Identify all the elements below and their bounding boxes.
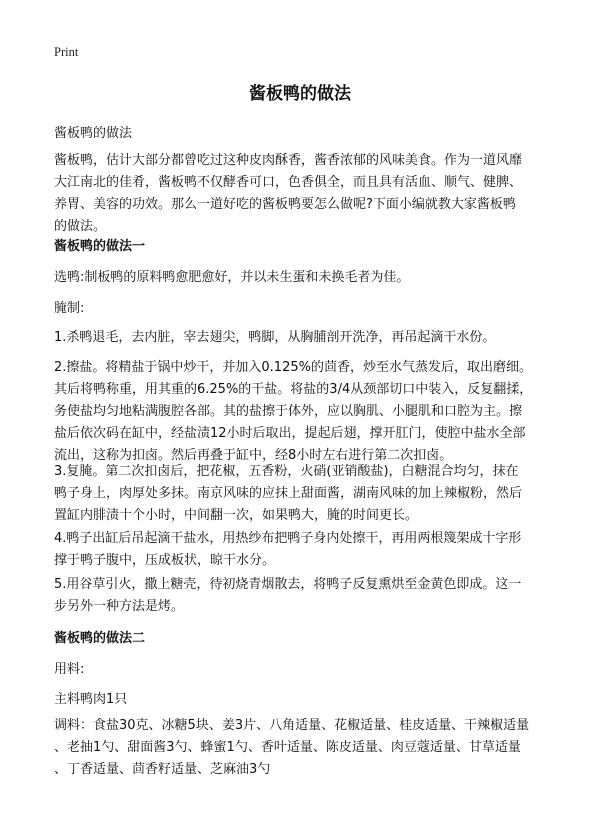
step-line: 其后将鸭称重，用其重的6.25%的干盐。将盐的3/4从颈部切口中装入，反复翻揉， — [54, 382, 533, 397]
step-2 — [54, 357, 554, 467]
section-heading-method-1: 酱板鸭的做法一 — [54, 239, 146, 254]
step-line: 1.杀鸭退毛，去内脏，宰去翅尖，鸭脚，从胸脯剖开洗净，再吊起滴干水份。 — [54, 330, 496, 345]
seasoning-paragraph — [54, 715, 554, 781]
step-line: 撑于鸭子腹中，压成板状，晾干水分。 — [54, 553, 276, 568]
step-line: 鸭子身上，肉厚处多抹。南京风味的应抹上甜面酱，湖南风味的加上辣椒粉，然后 — [54, 486, 523, 501]
step-line: 流出，这称为扣卤。然后再叠于缸中，经8小时左右进行第二次扣卤。 — [54, 448, 453, 463]
step-4 — [54, 528, 554, 572]
step-line: 盐后依次码在缸中，经盐渍12小时后取出，提起后翅，撑开肛门，使腔中盐水全部 — [54, 426, 526, 441]
step-line: 步另外一种方法是烤。 — [54, 599, 185, 614]
step-line: 置缸内腓渍十个小时，中间翻一次，如果鸭大，腌的时间更长。 — [54, 508, 419, 523]
print-link[interactable]: Print — [54, 45, 79, 59]
select-duck-text: 选鸭:制板鸭的原料鸭愈肥愈好，并以未生蛋和未换毛者为佳。 — [54, 270, 410, 285]
intro-line: 大江南北的佳肴，酱板鸭不仅酵香可口，色香俱全，而且具有活血、顺气、健脾、 — [54, 175, 523, 190]
intro-line: 养胃、美容的功效。那么一道好吃的酱板鸭要怎么做呢?下面小编就教大家酱板鸭 — [54, 197, 516, 212]
section-heading-method-2: 酱板鸭的做法二 — [54, 631, 146, 646]
page-title: 酱板鸭的做法 — [249, 84, 351, 104]
step-5 — [54, 574, 554, 618]
seasoning-line: 调料：食盐30克、冰糖5块、姜3片、八角适量、花椒适量、桂皮适量、干辣椒适量 — [54, 718, 530, 733]
step-line: 务使盐均匀地粘满腹腔各部。其的盐擦于体外，应以胸肌、小腿肌和口腔为主。擦 — [54, 404, 523, 419]
step-line: 2.擦盐。将精盐于锅中炒干，并加入0.125%的茴香，炒至水气蒸发后，取出磨细。 — [54, 360, 532, 375]
step-3 — [54, 461, 554, 527]
step-line: 3.复腌。第二次扣卤后，把花椒，五香粉，火硝(亚销酸盐)，白糖混合均匀，抹在 — [54, 464, 519, 479]
seasoning-line: 、老抽1勺、甜面酱3勺、蜂蜜1勺、香叶适量、陈皮适量、肉豆蔻适量、甘草适量 — [54, 740, 521, 755]
step-1 — [54, 327, 554, 349]
ingredients-label: 用料: — [54, 662, 85, 677]
cure-label: 腌制: — [54, 301, 85, 316]
seasoning-line: 、丁香适量、茴香籽适量、芝麻油3勺 — [54, 762, 271, 777]
step-line: 5.用谷草引火，撒上糖壳，待初烧青烟散去，将鸭子反复熏烘至金黄色即成。这一 — [54, 577, 522, 592]
main-ingredient: 主料鸭肉1只 — [54, 692, 128, 707]
intro-line: 的做法。 — [54, 219, 107, 234]
subtitle: 酱板鸭的做法 — [54, 126, 133, 141]
intro-line: 酱板鸭，估计大部分都曾吃过这种皮肉酥香，酱香浓郁的风味美食。作为一道风靡 — [54, 153, 523, 168]
intro-paragraph — [54, 150, 554, 238]
step-line: 4.鸭子出缸后吊起滴干盐水，用热纱布把鸭子身内处擦干，再用两根篾架成十字形 — [54, 531, 522, 546]
